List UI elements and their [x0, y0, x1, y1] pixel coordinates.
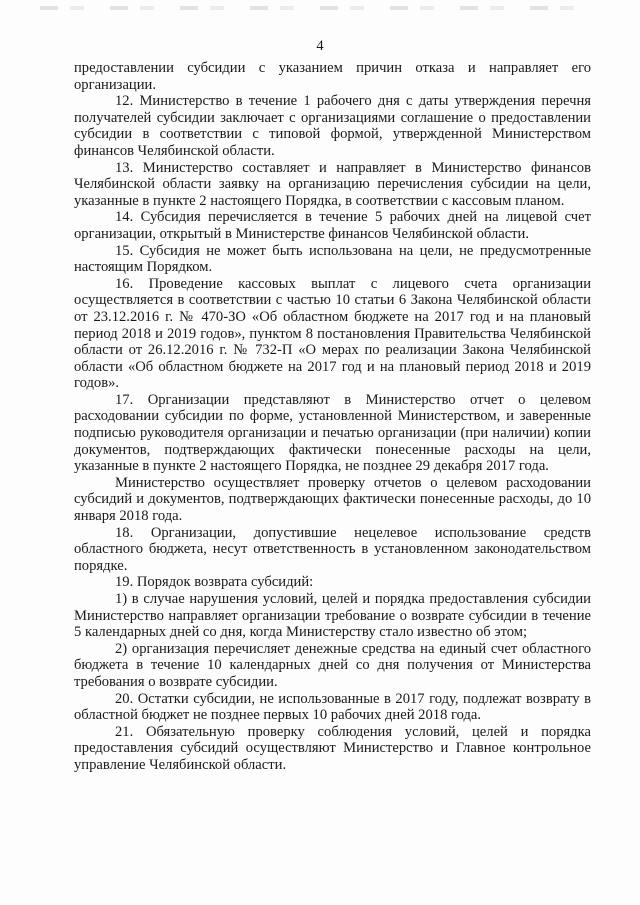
paragraph: 13. Министерство составляет и направляет в Министерство финансов Челябинской области заявку на организацию перечисления субсидии на цели, указанные в пункте 2 настоящего Порядка, в соответствии с кассовым планом.	[74, 159, 591, 209]
paragraph: 14. Субсидия перечисляется в течение 5 рабочих дней на лицевой счет организации, открытый в Министерстве финансов Челябинской области.	[74, 209, 591, 242]
page-number: 4	[316, 38, 324, 54]
paragraph: 15. Субсидия не может быть использована на цели, не предусмотренные настоящим Порядком.	[74, 242, 591, 276]
scan-artifact	[40, 6, 600, 10]
paragraph: предоставлении субсидии с указанием причин отказа и направляет его организации.	[74, 60, 591, 93]
paragraph: 19. Порядок возврата субсидий:	[115, 574, 314, 591]
paragraph: Министерство осуществляет проверку отчетов о целевом расходовании субсидий и документов, подтверждающих фактически понесенные расходы, до 10 января 2018 года.	[74, 474, 591, 525]
document-body	[74, 60, 591, 774]
paragraph: 1) в случае нарушения условий, целей и порядка предоставления субсидии Министерство направляет организации требование о возврате субсидии в течение 5 календарных дней со дня, когда Министерству стало известно об этом;	[74, 591, 591, 641]
paragraph: 12. Министерство в течение 1 рабочего дня с даты утверждения перечня получателей субсидии заключает с организациями соглашение о предоставлении субсидии в соответствии с типовой формой, утвержденной Министерством финансов Челябинской области.	[74, 93, 591, 159]
paragraph: 16. Проведение кассовых выплат с лицевого счета организации осуществляется в соответствии с частью 10 статьи 6 Закона Челябинской области от 23.12.2016 г. № 470-ЗО «Об областном бюджете на 2017 год и на плановый период 2018 и 2019 годов», пунктом 8 постановления Правительства Челябинской области от 26.12.2016 г. № 732-П «О мерах по реализации Закона Челябинской области «Об областном бюджете на 2017 год и на плановый период 2018 и 2019 годов».	[74, 275, 591, 392]
paragraph: 17. Организации представляют в Министерство отчет о целевом расходовании субсидии по форме, установленной Министерством, и заверенные подписью руководителя организации и печатью организации (при наличии) копии документов, подтверждающих фактически понесенные расходы на цели, указанные в пункте 2 настоящего Порядка, не позднее 29 декабря 2017 года.	[74, 391, 591, 475]
paragraph: 20. Остатки субсидии, не использованные в 2017 году, подлежат возврату в областной бюджет не позднее первых 10 рабочих дней 2018 года.	[74, 690, 591, 724]
paragraph: 18. Организации, допустившие нецелевое использование средств областного бюджета, несут ответственность в установленном законодательством порядке.	[74, 524, 591, 574]
paragraph: 21. Обязательную проверку соблюдения условий, целей и порядка предоставления субсидий осуществляют Министерство и Главное контрольное управление Челябинской области.	[74, 723, 591, 773]
paragraph: 2) организация перечисляет денежные средства на единый счет областного бюджета в течение 10 календарных дней со дня получения от Министерства требования о возврате субсидии.	[74, 640, 591, 690]
